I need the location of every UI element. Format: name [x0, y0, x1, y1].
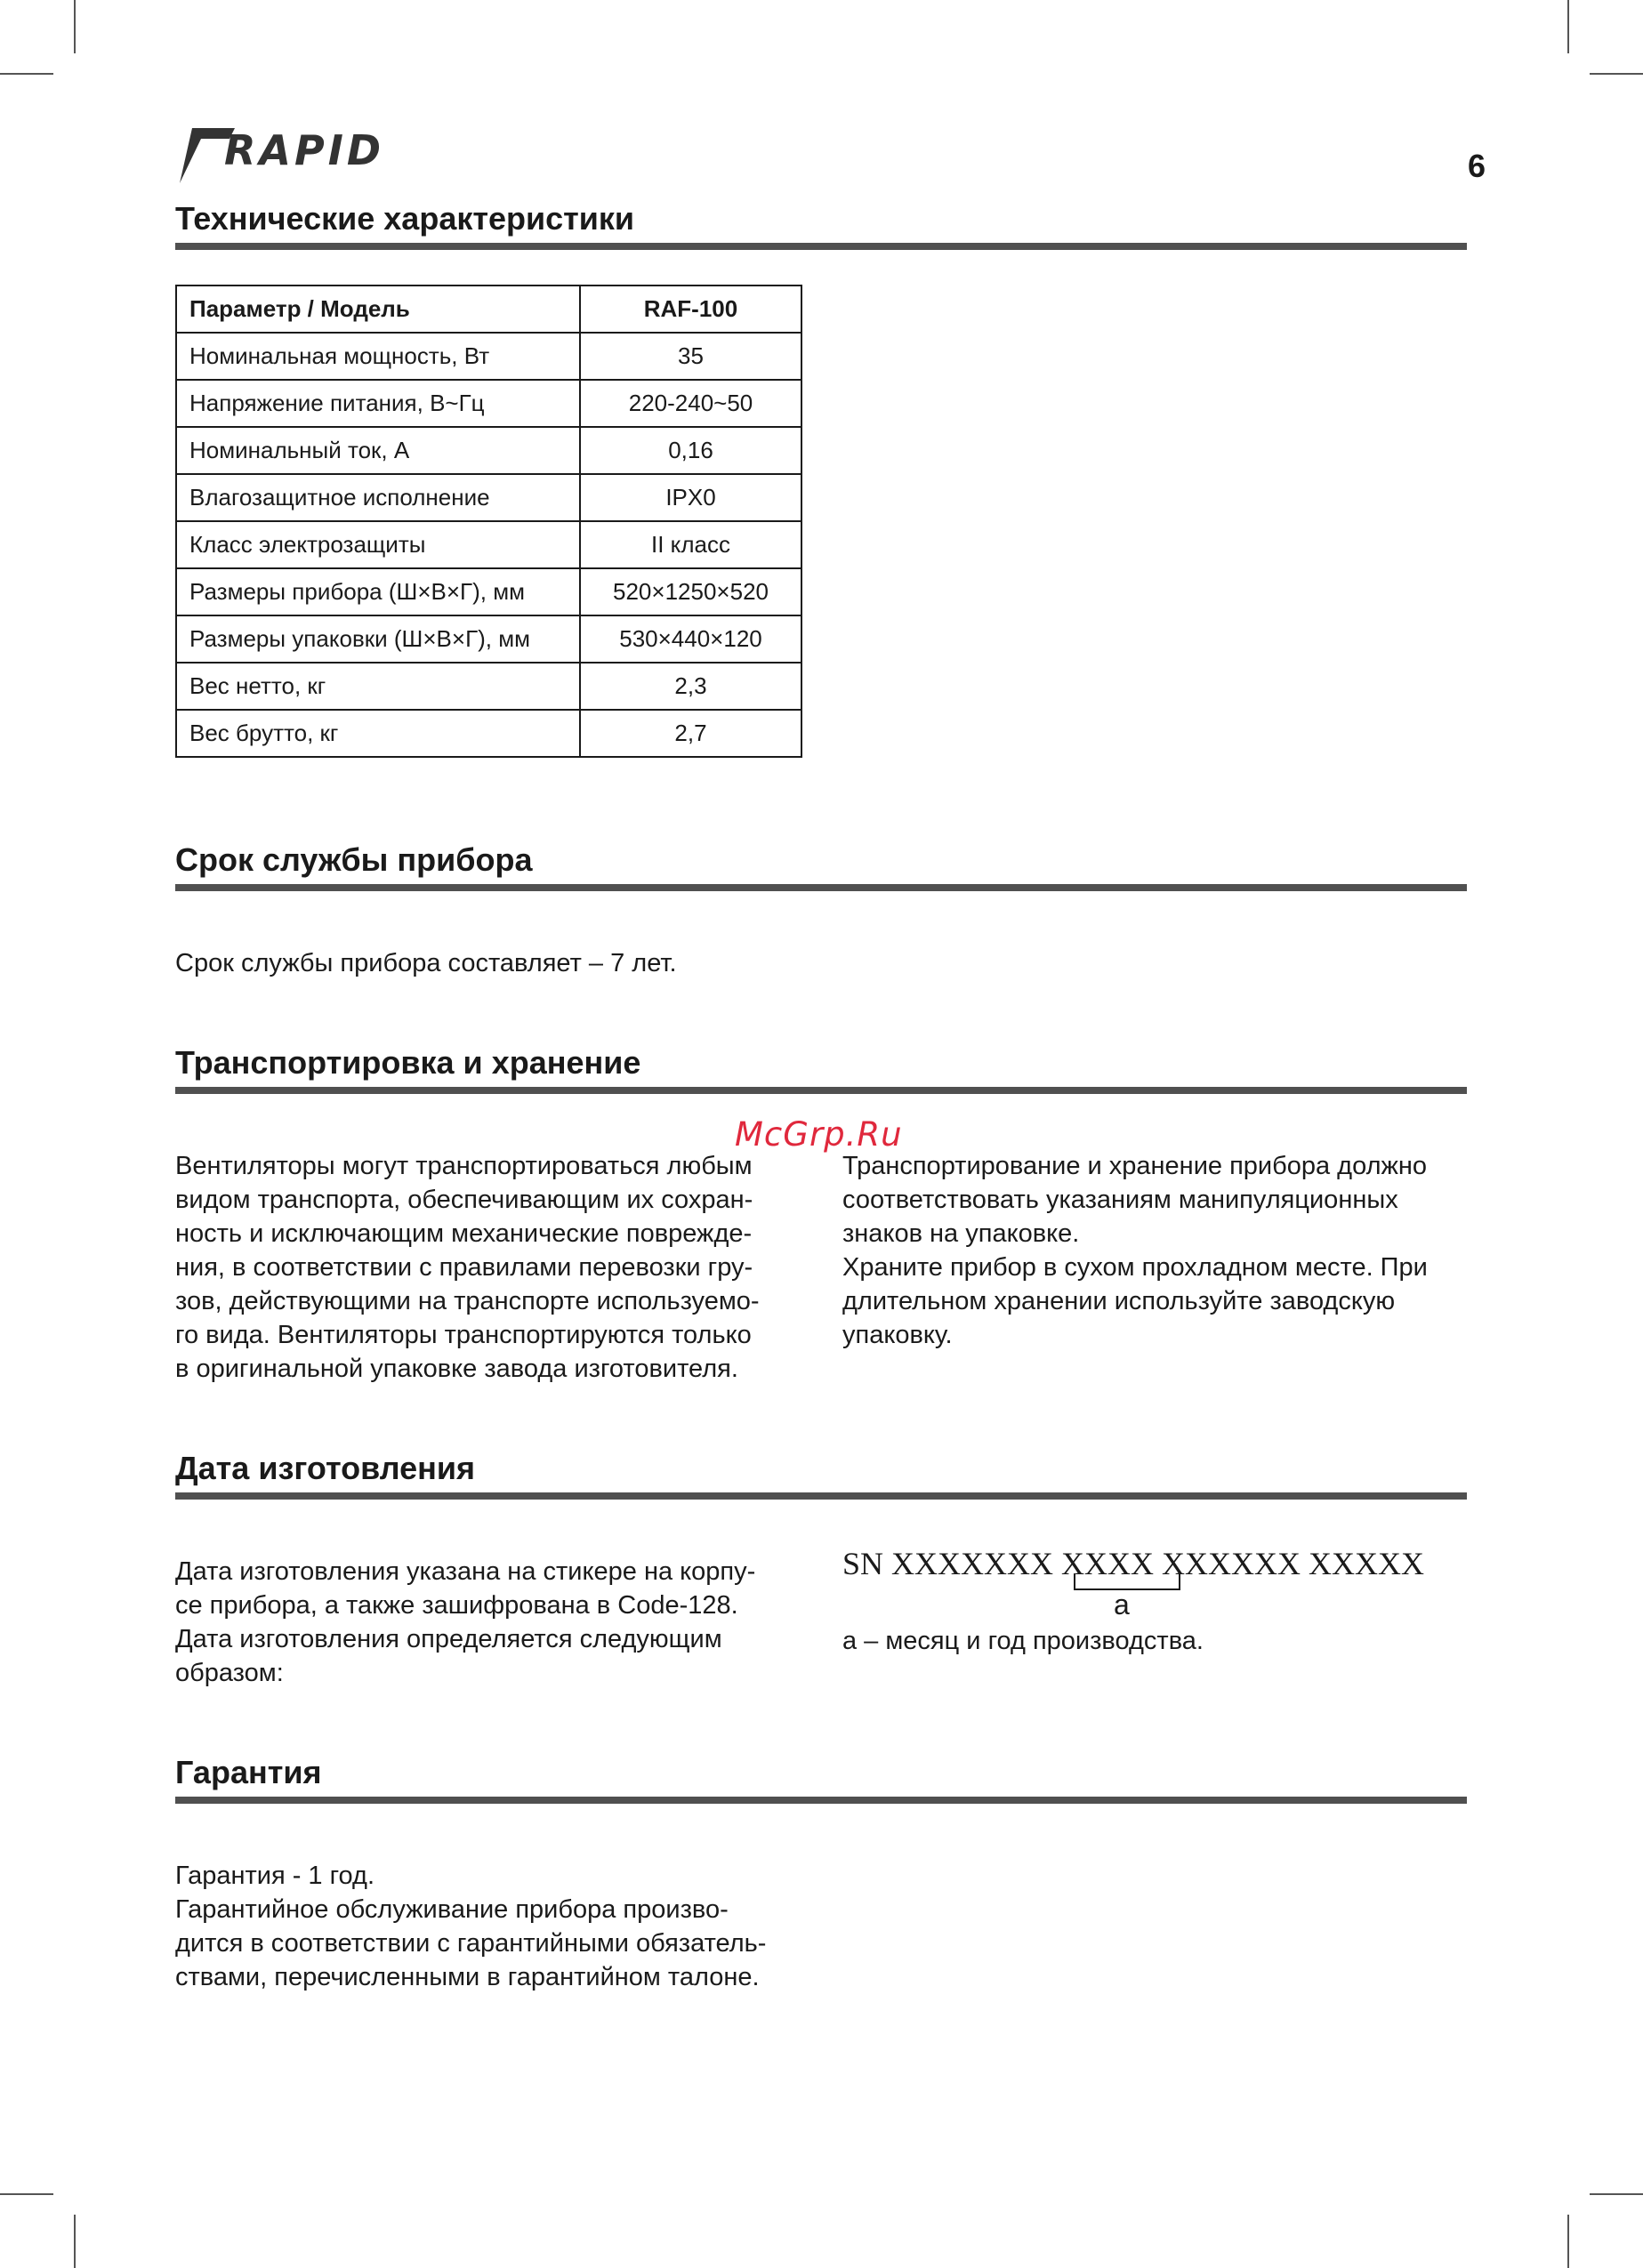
crop-mark	[74, 0, 76, 53]
table-header-cell: RAF-100	[580, 286, 801, 333]
text-line: ния, в соответствии с правилами перевозки гру-	[175, 1253, 753, 1282]
service-life-text: Срок службы прибора составляет – 7 лет.	[175, 949, 677, 977]
table-cell-value: IPX0	[580, 474, 801, 521]
table-row	[176, 474, 801, 521]
table-cell-param: Вес брутто, кг	[176, 710, 580, 757]
table-cell-value: 520×1250×520	[580, 568, 801, 615]
table-row	[176, 380, 801, 427]
table-cell-param: Вес нетто, кг	[176, 663, 580, 710]
serial-date-marker: a	[1114, 1588, 1130, 1621]
crop-mark	[1590, 2193, 1643, 2195]
serial-group: XXXXXXX	[891, 1546, 1054, 1581]
text-line: Дата изготовления указана на стикере на корпу-	[175, 1557, 756, 1586]
crop-mark	[0, 73, 53, 75]
text-line: ствами, перечисленными в гарантийном талоне.	[175, 1963, 760, 1991]
table-cell-value: 35	[580, 333, 801, 380]
table-cell-param: Класс электрозащиты	[176, 521, 580, 568]
table-cell-param: Номинальная мощность, Вт	[176, 333, 580, 380]
serial-group-date: XXXX	[1061, 1546, 1155, 1581]
warranty-title: Гарантия	[175, 1754, 322, 1790]
text-line: в оригинальной упаковке завода изготовителя.	[175, 1355, 738, 1383]
service-life-title: Срок службы прибора	[175, 841, 533, 878]
table-row	[176, 333, 801, 380]
manufacture-date-title: Дата изготовления	[175, 1450, 476, 1486]
table-row	[176, 710, 801, 757]
table-row	[176, 568, 801, 615]
serial-prefix: SN	[842, 1546, 884, 1581]
table-cell-value: 0,16	[580, 427, 801, 474]
text-line: го вида. Вентиляторы транспортируются только	[175, 1321, 752, 1349]
text-line: ность и исключающим механические поврежде-	[175, 1219, 753, 1248]
manufacture-date-text	[175, 1555, 816, 1690]
table-row	[176, 521, 801, 568]
table-row	[176, 615, 801, 663]
table-cell-param: Напряжение питания, В~Гц	[176, 380, 580, 427]
crop-mark	[1567, 0, 1569, 53]
table-cell-value: 530×440×120	[580, 615, 801, 663]
section-divider	[175, 1797, 1467, 1804]
text-line: упаковку.	[842, 1321, 953, 1349]
text-line: Храните прибор в сухом прохладном месте. При	[842, 1253, 1428, 1282]
section-divider	[175, 1492, 1467, 1500]
text-line: Дата изготовления определяется следующим	[175, 1625, 722, 1653]
table-cell-param: Размеры упаковки (Ш×В×Г), мм	[176, 615, 580, 663]
text-line: се прибора, а также зашифрована в Code-128.	[175, 1591, 738, 1620]
crop-mark	[1590, 73, 1643, 75]
manufacture-date-note: а – месяц и год производства.	[842, 1627, 1204, 1655]
table-cell-param: Номинальный ток, А	[176, 427, 580, 474]
text-line: дится в соответствии с гарантийными обязатель-	[175, 1929, 767, 1958]
table-cell-value: 220-240~50	[580, 380, 801, 427]
text-line: знаков на упаковке.	[842, 1219, 1080, 1248]
warranty-text	[175, 1859, 851, 1994]
watermark: McGrp.Ru	[735, 1115, 903, 1154]
table-header-cell: Параметр / Модель	[176, 286, 580, 333]
section-divider	[175, 1087, 1467, 1094]
crop-mark	[0, 2193, 53, 2195]
text-line: длительном хранении используйте заводскую	[842, 1287, 1396, 1315]
text-line: соответствовать указаниям манипуляционных	[842, 1186, 1398, 1214]
serial-group: XXXXX	[1309, 1546, 1425, 1581]
table-cell-value: 2,3	[580, 663, 801, 710]
crop-mark	[1567, 2215, 1569, 2268]
text-line: Транспортирование и хранение прибора должно	[842, 1152, 1428, 1180]
table-row	[176, 427, 801, 474]
text-line: образом:	[175, 1659, 284, 1687]
crop-mark	[74, 2215, 76, 2268]
table-cell-param: Размеры прибора (Ш×В×Г), мм	[176, 568, 580, 615]
specs-title: Технические характеристики	[175, 200, 635, 237]
section-divider	[175, 884, 1467, 891]
brand-logo	[174, 125, 415, 183]
text-line: видом транспорта, обеспечивающим их сохран-	[175, 1186, 753, 1214]
text-line: зов, действующими на транспорте используемо-	[175, 1287, 760, 1315]
text-line: Гарантийное обслуживание прибора произво-	[175, 1895, 729, 1924]
transport-text-left	[175, 1149, 816, 1386]
transport-text-right	[842, 1149, 1483, 1352]
page-number: 6	[1467, 148, 1486, 184]
brand-logo-text: RAPID	[224, 126, 385, 174]
section-divider	[175, 243, 1467, 250]
table-header-row	[176, 286, 801, 333]
table-cell-value: II класс	[580, 521, 801, 568]
table-cell-param: Влагозащитное исполнение	[176, 474, 580, 521]
transport-title: Транспортировка и хранение	[175, 1044, 641, 1081]
serial-group: XXXXXX	[1162, 1546, 1301, 1581]
specs-table	[175, 285, 802, 758]
table-row	[176, 663, 801, 710]
text-line: Гарантия - 1 год.	[175, 1862, 375, 1890]
text-line: Вентиляторы могут транспортироваться любым	[175, 1152, 753, 1180]
table-cell-value: 2,7	[580, 710, 801, 757]
